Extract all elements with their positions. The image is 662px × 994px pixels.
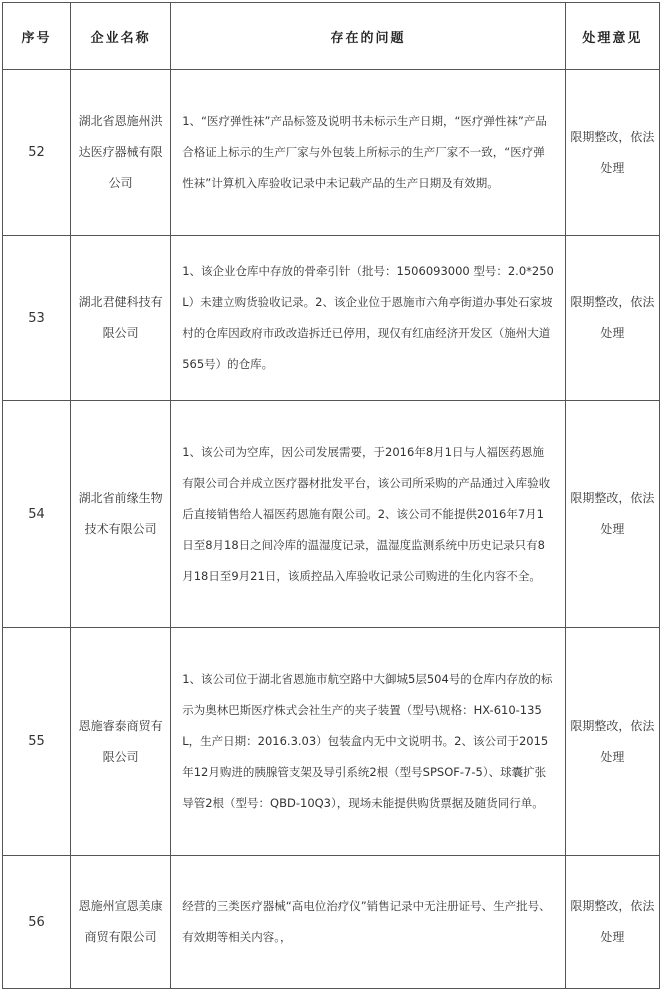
company-name: 恩施睿泰商贸有限公司 xyxy=(71,628,171,856)
row-number: 56 xyxy=(3,856,71,989)
table-row xyxy=(3,628,660,856)
table-row xyxy=(3,856,660,989)
problem-text: 经营的三类医疗器械“高电位治疗仪”销售记录中无注册证号、生产批号、有效期等相关内容。， xyxy=(171,856,566,989)
opinion-text: 限期整改，依法处理 xyxy=(565,856,659,989)
opinion-text: 限期整改，依法处理 xyxy=(565,70,659,236)
problem-text: 1、该企业仓库中存放的骨牵引针（批号：1506093000 型号：2.0*250L）未建立购货验收记录。2、该企业位于恩施市六角亭街道办事处石家坡村的仓库因政府市政改造拆迁已停用，现仅有红庙经济开发区（施州大道565号）的仓库。 xyxy=(171,236,566,401)
opinion-text: 限期整改，依法处理 xyxy=(565,401,659,628)
opinion-text: 限期整改，依法处理 xyxy=(565,236,659,401)
table-row xyxy=(3,236,660,401)
header-problem: 存在的问题 xyxy=(171,3,566,70)
opinion-text: 限期整改，依法处理 xyxy=(565,628,659,856)
row-number: 54 xyxy=(3,401,71,628)
company-name: 湖北君健科技有限公司 xyxy=(71,236,171,401)
row-number: 52 xyxy=(3,70,71,236)
table-row xyxy=(3,401,660,628)
problem-text: 1、“医疗弹性袜”产品标签及说明书未标示生产日期，“医疗弹性袜”产品合格证上标示的生产厂家与外包装上所标示的生产厂家不一致，“医疗弹性袜”计算机入库验收记录中未记载产品的生产日期及有效期。 xyxy=(171,70,566,236)
header-seq: 序号 xyxy=(3,3,71,70)
problem-text: 1、该公司位于湖北省恩施市航空路中大御城5层504号的仓库内存放的标示为奥林巴斯医疗株式会社生产的夹子装置（型号\规格：HX-610-135L，生产日期：2016.3.03）包装盒内无中文说明书。2、该公司于2015年12月购进的胰腺管支架及导引系统2根（型号SPSOF-7-5）、球囊扩张导管2根（型号：QBD-10Q3），现场未能提供购货票据及随货同行单。 xyxy=(171,628,566,856)
header-company: 企业名称 xyxy=(71,3,171,70)
table-row xyxy=(3,70,660,236)
problem-text: 1、该公司为空库，因公司发展需要，于2016年8月1日与人福医药恩施有限公司合并成立医疗器材批发平台，该公司所采购的产品通过入库验收后直接销售给人福医药恩施有限公司。2、该公司不能提供2016年7月1日至8月18日之间冷库的温湿度记录，温湿度监测系统中历史记录只有8月18日至9月21日，该质控品入库验收记录公司购进的生化内容不全。 xyxy=(171,401,566,628)
header-row xyxy=(3,3,660,70)
row-number: 53 xyxy=(3,236,71,401)
header-opinion: 处理意见 xyxy=(565,3,659,70)
row-number: 55 xyxy=(3,628,71,856)
inspection-table xyxy=(2,2,660,989)
company-name: 湖北省前缘生物技术有限公司 xyxy=(71,401,171,628)
company-name: 恩施州宣恩美康商贸有限公司 xyxy=(71,856,171,989)
company-name: 湖北省恩施州洪达医疗器械有限公司 xyxy=(71,70,171,236)
